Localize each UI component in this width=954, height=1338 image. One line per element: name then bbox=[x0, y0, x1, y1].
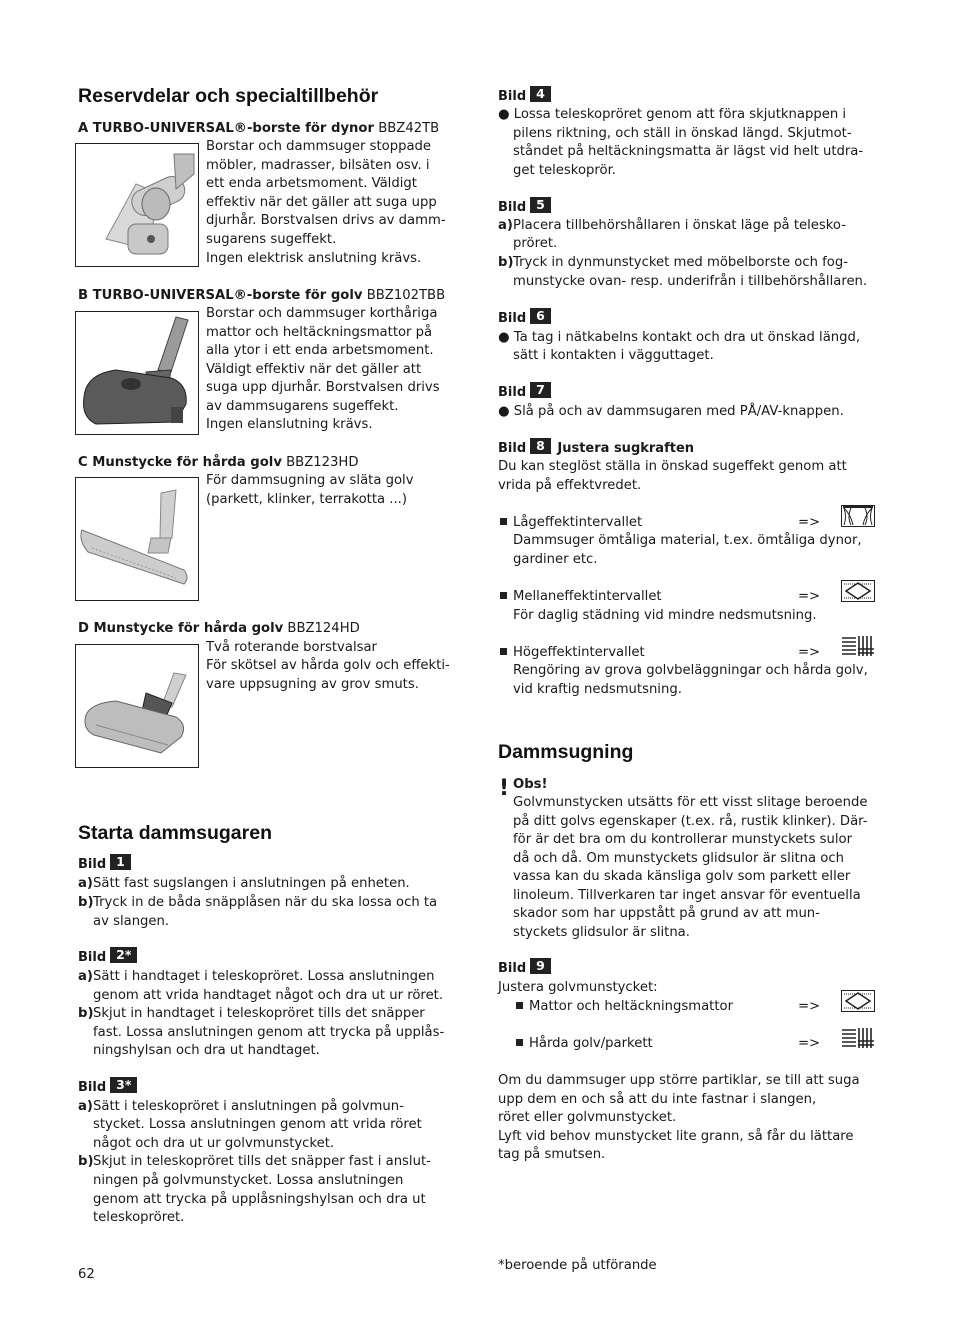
power-high-label: Högeffektintervallet bbox=[500, 644, 645, 663]
text-line: Två roterande borstvalsar bbox=[206, 640, 377, 655]
footnote: *beroende på utförande bbox=[498, 1258, 657, 1273]
text-line: av dammsugarens sugeffekt. bbox=[206, 399, 399, 414]
turbo-brush-floor-image bbox=[75, 311, 199, 435]
rug-icon bbox=[841, 580, 875, 602]
floor-icon bbox=[841, 1027, 875, 1049]
arrow-text: => bbox=[798, 589, 821, 604]
text-line: ett enda arbetsmoment. Väldigt bbox=[206, 176, 417, 191]
bild-2-label: Bild 2* bbox=[78, 947, 137, 965]
text-line: Ingen elanslutning krävs. bbox=[206, 417, 373, 432]
bild-8-label: Bild 8 Justera sugkraften bbox=[498, 438, 695, 456]
turbo-brush-upholstery-image bbox=[75, 143, 199, 267]
text-line: mattor och heltäckningsmattor på bbox=[206, 325, 433, 340]
bild-3-label: Bild 3* bbox=[78, 1077, 137, 1095]
carpet-setting-label: Mattor och heltäckningsmattor bbox=[516, 998, 733, 1017]
power-low-label: Lågeffektintervallet bbox=[500, 514, 642, 533]
section-title-accessories: Reservdelar och specialtillbehör bbox=[78, 85, 379, 107]
text-line: effektiv när det gäller att suga upp bbox=[206, 195, 437, 210]
bild-6-label: Bild 6 bbox=[498, 308, 551, 326]
arrow-text: => bbox=[798, 515, 821, 530]
arrow-text: => bbox=[798, 999, 821, 1014]
item-d-heading: D Munstycke för hårda golv BBZ124HD bbox=[78, 621, 360, 636]
text-line: suga upp djurhår. Borstvalsen drivs bbox=[206, 380, 440, 395]
text-line: vare uppsugning av grov smuts. bbox=[206, 677, 419, 692]
bild-5-label: Bild 5 bbox=[498, 197, 551, 215]
hard-floor-nozzle-image bbox=[75, 477, 199, 601]
curtain-icon bbox=[841, 505, 875, 527]
bild-4-label: Bild 4 bbox=[498, 86, 551, 104]
text-line: För dammsugning av släta golv bbox=[206, 473, 414, 488]
floor-icon bbox=[841, 635, 875, 657]
item-c-heading: C Munstycke för hårda golv BBZ123HD bbox=[78, 455, 359, 470]
section-title-vacuuming: Dammsugning bbox=[498, 741, 634, 763]
text-line: alla ytor i ett enda arbetsmoment. bbox=[206, 343, 434, 358]
section-title-start: Starta dammsugaren bbox=[78, 822, 272, 844]
page-number: 62 bbox=[78, 1267, 95, 1282]
text-line: djurhår. Borstvalsen drivs av damm- bbox=[206, 213, 446, 228]
text-line: Borstar och dammsuger stoppade bbox=[206, 139, 432, 154]
power-medium-label: Mellaneffektintervallet bbox=[500, 588, 662, 607]
text-line: (parkett, klinker, terrakotta ...) bbox=[206, 492, 407, 507]
power-medium-description: För daglig städning vid mindre nedsmutsning. bbox=[513, 608, 817, 623]
arrow-text: => bbox=[798, 645, 821, 660]
bild-9-intro: Justera golvmunstycket: bbox=[498, 980, 658, 995]
text-line: möbler, madrasser, bilsäten osv. i bbox=[206, 158, 430, 173]
bild-9-label: Bild 9 bbox=[498, 958, 551, 976]
item-a-heading: A TURBO-UNIVERSAL®-borste för dynor BBZ42TB bbox=[78, 121, 440, 136]
text-line: För skötsel av hårda golv och effekti- bbox=[206, 658, 450, 673]
text-line: sugarens sugeffekt. bbox=[206, 232, 337, 247]
hard-floor-nozzle-rollers-image bbox=[75, 644, 199, 768]
bild-1-label: Bild 1 bbox=[78, 854, 131, 872]
rug-icon bbox=[841, 990, 875, 1012]
hardfloor-setting-label: Hårda golv/parkett bbox=[516, 1035, 653, 1054]
obs-title: Obs! bbox=[513, 777, 548, 792]
arrow-text: => bbox=[798, 1036, 821, 1051]
bild-7-label: Bild 7 bbox=[498, 382, 551, 400]
warning-icon: ! bbox=[499, 776, 510, 801]
text-line: Väldigt effektiv när det gäller att bbox=[206, 362, 422, 377]
text-line: Borstar och dammsuger korthåriga bbox=[206, 306, 438, 321]
text-line: Ingen elektrisk anslutning krävs. bbox=[206, 251, 422, 266]
bild-7-text: ● Slå på och av dammsugaren med PÅ/AV-knappen. bbox=[498, 404, 844, 419]
item-b-heading: B TURBO-UNIVERSAL®-borste för golv BBZ102TBB bbox=[78, 288, 446, 303]
